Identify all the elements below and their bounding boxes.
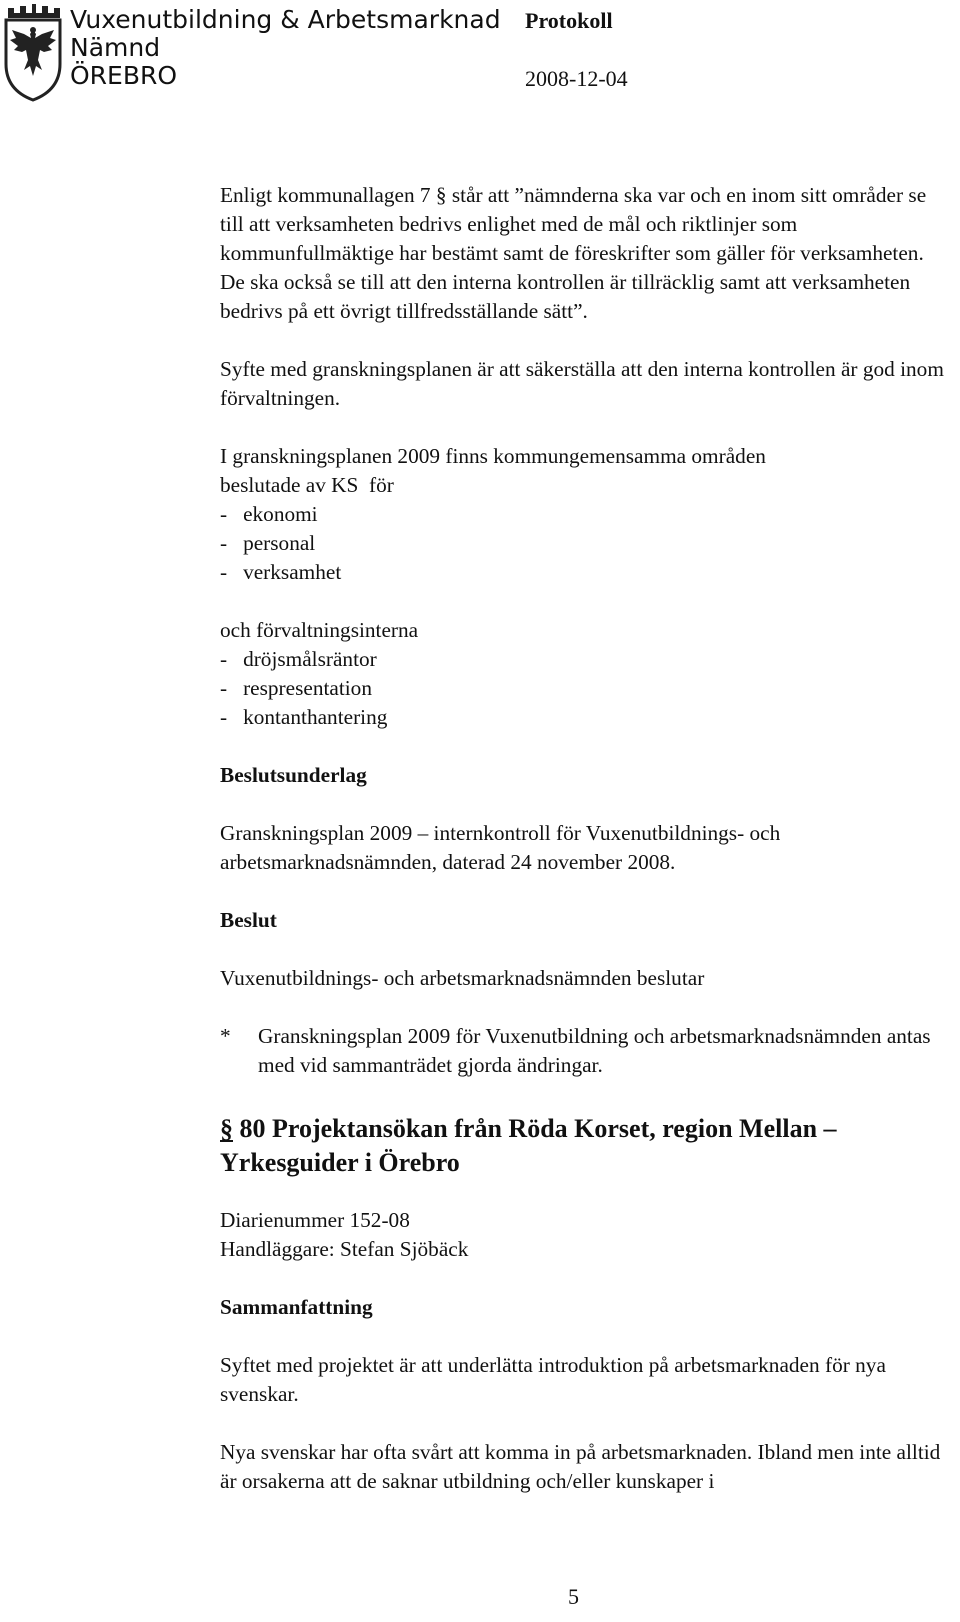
section-heading bbox=[220, 1112, 948, 1180]
diarienummer: Diarienummer 152-08 bbox=[220, 1208, 410, 1232]
coat-of-arms-logo bbox=[2, 4, 64, 102]
case-info bbox=[220, 1206, 948, 1264]
list-item: - respresentation bbox=[220, 676, 372, 700]
paragraph-syfte: Syfte med granskningsplanen är att säkerställa att den interna kontrollen är god inom förvaltningen. bbox=[220, 357, 944, 410]
bullet-text: Granskningsplan 2009 för Vuxenutbildning och arbetsmarknadsnämnden antas med vid sammanträdet gjorda ändringar. bbox=[258, 1024, 931, 1077]
list-item: - verksamhet bbox=[220, 560, 342, 584]
paragraph-line: I granskningsplanen 2009 finns kommungemensamma områden bbox=[220, 444, 766, 468]
decision-bullet bbox=[220, 1022, 948, 1080]
page-number: 5 bbox=[568, 1584, 579, 1609]
section-title-line-2: Yrkesguider i Örebro bbox=[220, 1148, 460, 1177]
org-line-1: Vuxenutbildning & Arbetsmarknad bbox=[70, 5, 501, 34]
list-item: - ekonomi bbox=[220, 502, 318, 526]
bullet-asterisk: * bbox=[220, 1024, 231, 1048]
heading-sammanfattning: Sammanfattning bbox=[220, 1295, 373, 1319]
paragraph-syftet: Syftet med projektet är att underlätta introduktion på arbetsmarknaden för nya svenskar. bbox=[220, 1353, 886, 1406]
paragraph-granskningsplanen bbox=[220, 442, 948, 587]
heading-beslut: Beslut bbox=[220, 908, 277, 932]
paragraph-kommunallagen: Enligt kommunallagen 7 § står att ”nämnderna ska var och en inom sitt områder se till att verksamheten bedrivs enlighet med de mål och riktlinjer som kommunfullmäktige har bestämt samt de föreskrifter som gäller för verksamheten. De ska också se till att den interna kontrollen är tillräcklig samt att verksamheten bedrivs på ett övrigt tillfredsställande sätt”. bbox=[220, 183, 927, 323]
document-date: 2008-12-04 bbox=[525, 66, 628, 91]
document-type: Protokoll bbox=[525, 8, 613, 33]
handlaggare: Handläggare: Stefan Sjöbäck bbox=[220, 1237, 469, 1261]
list-item: - personal bbox=[220, 531, 316, 555]
section-symbol: § bbox=[220, 1114, 233, 1143]
org-line-3: ÖREBRO bbox=[70, 61, 178, 90]
org-line-2: Nämnd bbox=[70, 33, 161, 62]
paragraph-beslut: Vuxenutbildnings- och arbetsmarknadsnämnden beslutar bbox=[220, 966, 705, 990]
paragraph-nya-svenskar: Nya svenskar har ofta svårt att komma in på arbetsmarknaden. Ibland men inte alltid är orsakerna att de saknar utbildning och/eller kunskaper i bbox=[220, 1440, 941, 1493]
paragraph-line: beslutade av KS för bbox=[220, 473, 394, 497]
paragraph-beslutsunderlag: Granskningsplan 2009 – internkontroll för Vuxenutbildnings- och arbetsmarknadsnämnden, daterad 24 november 2008. bbox=[220, 821, 781, 874]
list-item: - kontanthantering bbox=[220, 705, 388, 729]
paragraph-forvaltningsinterna bbox=[220, 616, 948, 732]
heading-beslutsunderlag: Beslutsunderlag bbox=[220, 763, 367, 787]
document-body bbox=[220, 181, 948, 1496]
paragraph-line: och förvaltningsinterna bbox=[220, 618, 419, 642]
list-item: - dröjsmålsräntor bbox=[220, 647, 377, 671]
organization-name bbox=[70, 6, 501, 90]
section-title-line-1: 80 Projektansökan från Röda Korset, region Mellan – bbox=[239, 1114, 837, 1143]
